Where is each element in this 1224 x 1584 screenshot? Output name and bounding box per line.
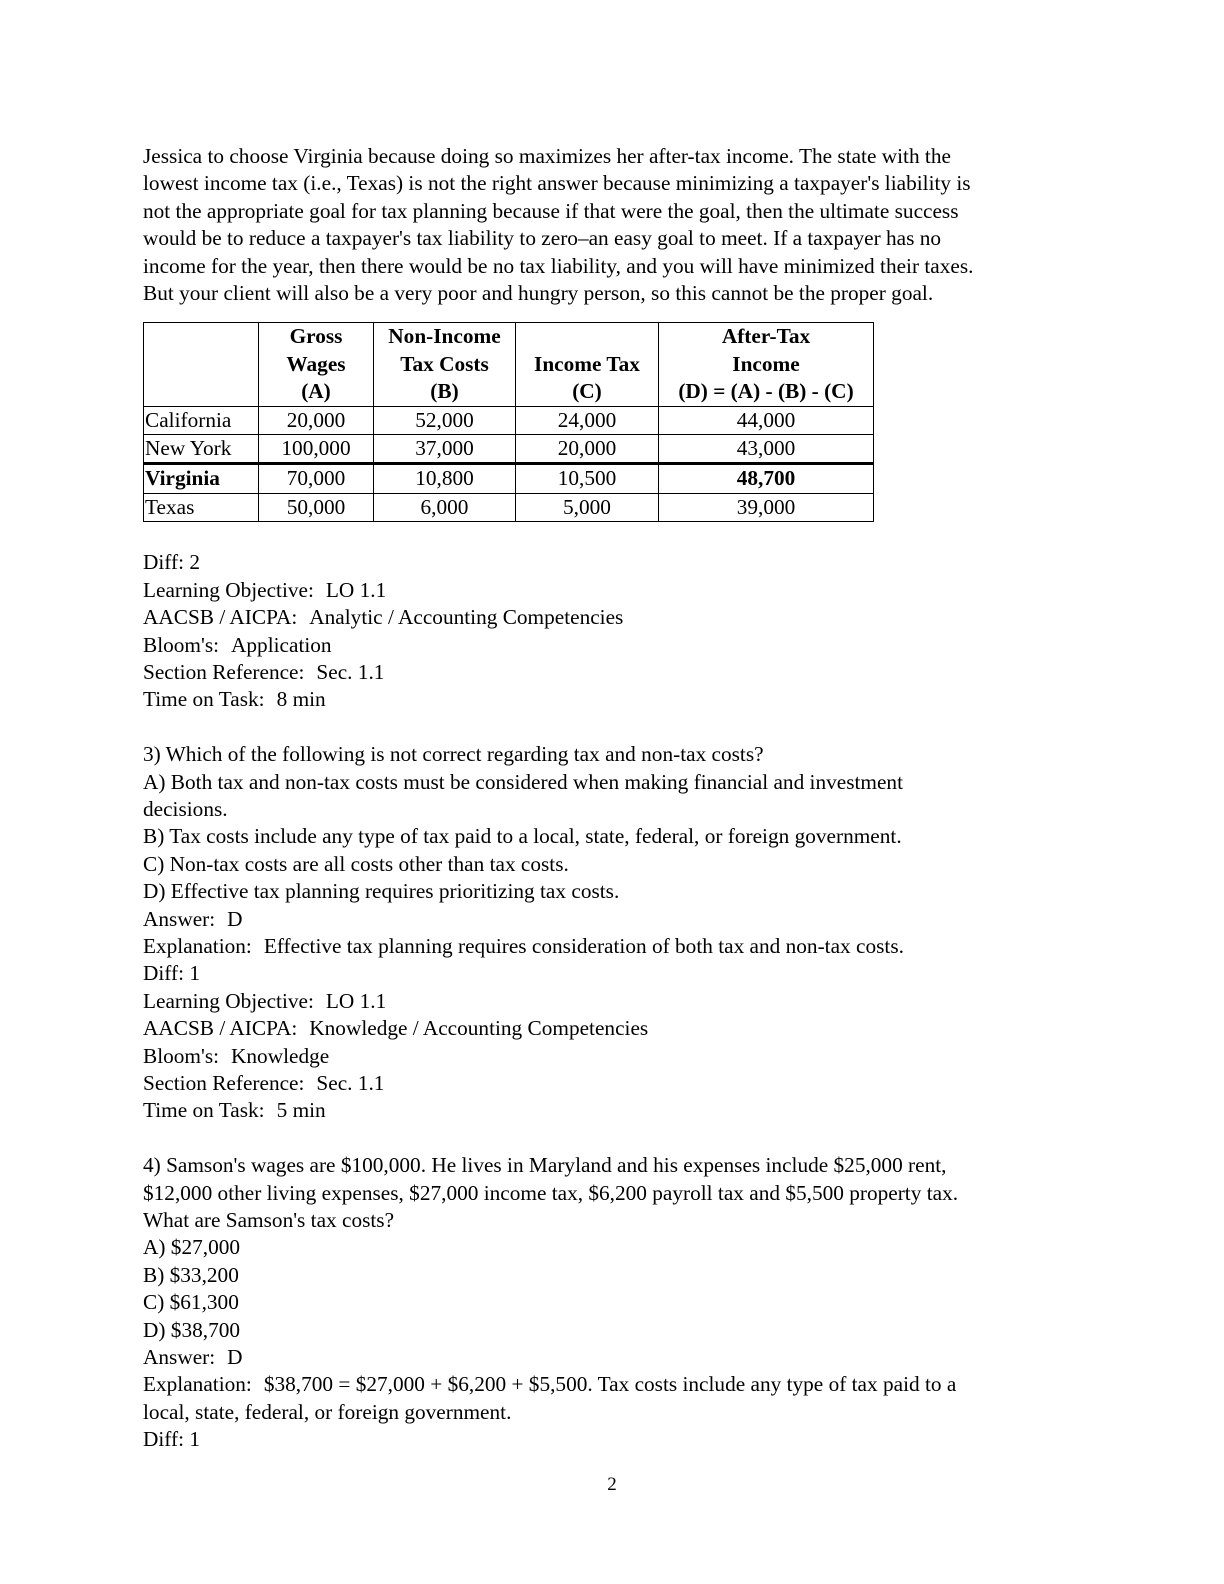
non-income-cell: 6,000 [374, 493, 516, 521]
state-name: Virginia [144, 464, 259, 493]
option-a: A) $27,000 [143, 1235, 241, 1260]
option-a: A) Both tax and non-tax costs must be considered when making financial and investment [143, 769, 904, 794]
blooms: Bloom's: Knowledge [143, 1043, 330, 1068]
gross-wages-cell: 20,000 [259, 406, 374, 434]
explanation: Explanation: Effective tax planning requires consideration of both tax and non-tax costs. [143, 933, 904, 958]
option-b: B) $33,200 [143, 1262, 239, 1287]
explanation: Explanation: $38,700 = $27,000 + $6,200 + $5,500. Tax costs include any type of tax paid to a [143, 1372, 957, 1397]
document-body [143, 143, 1083, 1454]
intro-paragraph [143, 143, 1083, 307]
option-d: D) Effective tax planning requires prioritizing tax costs. [143, 879, 620, 904]
income-tax-cell: 24,000 [516, 406, 659, 434]
answer: Answer: D [143, 906, 243, 931]
question-text: $12,000 other living expenses, $27,000 income tax, $6,200 payroll tax and $5,500 property tax. [143, 1180, 959, 1205]
table-header-row [144, 323, 874, 406]
gross-wages-cell: 100,000 [259, 435, 374, 464]
state-name: Texas [144, 493, 259, 521]
intro-line: lowest income tax (i.e., Texas) is not the right answer because minimizing a taxpayer's liability is [143, 171, 971, 196]
option-d: D) $38,700 [143, 1317, 241, 1342]
question-3 [143, 741, 1083, 1125]
after-tax-cell: 44,000 [659, 406, 874, 434]
aacsb-aicpa: AACSB / AICPA: Knowledge / Accounting Competencies [143, 1016, 649, 1041]
income-tax-cell: 10,500 [516, 464, 659, 493]
option-b: B) Tax costs include any type of tax paid to a local, state, federal, or foreign government. [143, 824, 902, 849]
after-tax-cell: 43,000 [659, 435, 874, 464]
table-row-highlighted [144, 464, 874, 493]
header-gross-wages: Gross Wages (A) [259, 323, 374, 406]
blooms: Bloom's: Application [143, 632, 332, 657]
gross-wages-cell: 50,000 [259, 493, 374, 521]
intro-line: But your client will also be a very poor and hungry person, so this cannot be the proper goal. [143, 281, 934, 306]
table-row [144, 406, 874, 434]
header-income-tax: Income Tax (C) [516, 323, 659, 406]
page-number: 2 [607, 1474, 617, 1495]
aacsb-aicpa: AACSB / AICPA: Analytic / Accounting Competencies [143, 605, 624, 630]
income-tax-cell: 5,000 [516, 493, 659, 521]
intro-line: not the appropriate goal for tax planning because if that were the goal, then the ultimate success [143, 198, 959, 223]
income-tax-cell: 20,000 [516, 435, 659, 464]
non-income-cell: 52,000 [374, 406, 516, 434]
difficulty: Diff: 1 [143, 1427, 200, 1452]
answer: Answer: D [143, 1345, 243, 1370]
section-reference: Section Reference: Sec. 1.1 [143, 1070, 385, 1095]
non-income-cell: 10,800 [374, 464, 516, 493]
header-blank [144, 323, 259, 406]
gross-wages-cell: 70,000 [259, 464, 374, 493]
option-a-continued: decisions. [143, 796, 228, 821]
time-on-task: Time on Task: 8 min [143, 687, 326, 712]
question-4 [143, 1152, 1083, 1453]
state-name: New York [144, 435, 259, 464]
time-on-task: Time on Task: 5 min [143, 1098, 326, 1123]
intro-line: would be to reduce a taxpayer's tax liability to zero–an easy goal to meet. If a taxpayer has no [143, 226, 942, 251]
after-tax-cell: 39,000 [659, 493, 874, 521]
question-text: 3) Which of the following is not correct regarding tax and non-tax costs? [143, 742, 764, 767]
explanation-continued: local, state, federal, or foreign government. [143, 1399, 512, 1424]
table-row [144, 493, 874, 521]
intro-line: Jessica to choose Virginia because doing so maximizes her after-tax income. The state with the [143, 144, 951, 168]
q2-metadata [143, 549, 1083, 713]
difficulty: Diff: 1 [143, 961, 200, 986]
difficulty: Diff: 2 [143, 550, 200, 575]
table-row [144, 435, 874, 464]
learning-objective: Learning Objective: LO 1.1 [143, 577, 387, 602]
question-text: What are Samson's tax costs? [143, 1208, 395, 1232]
learning-objective: Learning Objective: LO 1.1 [143, 988, 387, 1013]
after-tax-income-table [143, 322, 874, 522]
question-text: 4) Samson's wages are $100,000. He lives in Maryland and his expenses include $25,000 rent, [143, 1153, 947, 1178]
section-reference: Section Reference: Sec. 1.1 [143, 659, 385, 684]
state-name: California [144, 406, 259, 434]
option-c: C) Non-tax costs are all costs other than tax costs. [143, 851, 569, 876]
intro-line: income for the year, then there would be no tax liability, and you will have minimized their taxes. [143, 253, 974, 278]
header-after-tax-income: After-Tax Income (D) = (A) - (B) - (C) [659, 323, 874, 406]
option-c: C) $61,300 [143, 1290, 239, 1315]
header-non-income-tax-costs: Non-Income Tax Costs (B) [374, 323, 516, 406]
non-income-cell: 37,000 [374, 435, 516, 464]
after-tax-cell: 48,700 [659, 464, 874, 493]
